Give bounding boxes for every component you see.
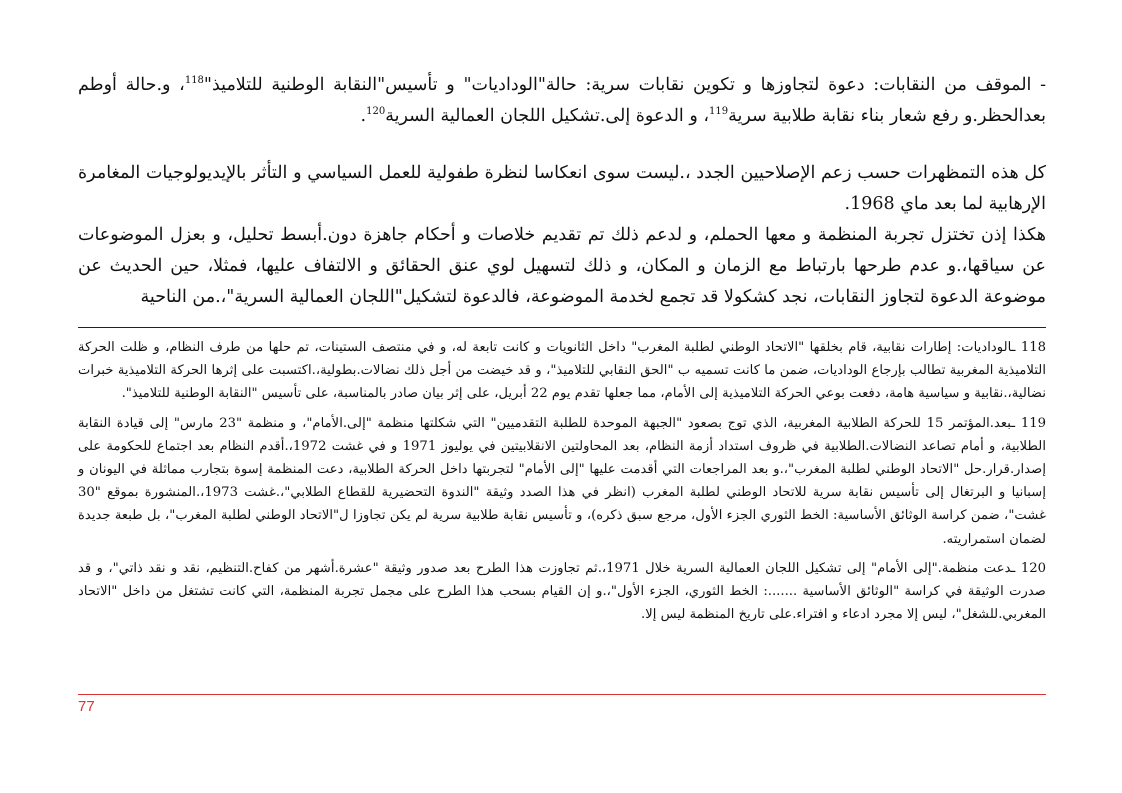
footnote-ref-119[interactable]: 119 bbox=[709, 106, 729, 118]
paragraph-1-text-a: - الموقف من النقابات: دعوة لتجاوزها و تكوين نقابات سرية: حالة"الوداديات" و تأسيس"النقابة الوطنية للتلاميذ" bbox=[203, 75, 1047, 95]
paragraph-spacer bbox=[78, 132, 1046, 158]
footnote-118: 118 ـالوداديات: إطارات نقابية، قام بخلقها "الاتحاد الوطني لطلبة المغرب" داخل الثانويات و كانت تابعة له، و في منتصف الستينات، تم حلها من طرف النظام، و ظلت الحركة التلاميذية المغربية تطالب بإرجاع الوداديات، ضمن ما كانت تسميه ب "الحق النقابي للتلاميذ"، و قد خيضت من أجل ذلك نضالات.بطولية،.اكتسبت على إثرها الحركة التلاميذية خبرات نضالية،.نقابية و سياسية هامة، دفعت بوعي الحركة التلاميذية إلى الأمام، مما جعلها تقدم يوم 22 أبريل، على إثر بيان صادر بالمناسبة، على تأسيس "النقابة الوطنية للتلاميذ". bbox=[78, 340, 1046, 402]
paragraph-1-text-d: . bbox=[360, 106, 367, 126]
document-page bbox=[78, 70, 1046, 730]
footnote-separator bbox=[78, 327, 1046, 328]
paragraph-unions-position bbox=[78, 70, 1046, 132]
footnote-119: 119 ـبعد.المؤتمر 15 للحركة الطلابية المغربية، الذي توج بصعود "الجبهة الموحدة للطلبة التقدميين" التي شكلتها منظمة "إلى.الأمام"، و منظمة "23 مارس" إلى قيادة النقابة الطلابية، و أمام تصاعد النضالات.الطلابية في ظروف استداد أزمة النظام، بعد المحاولتين الانقلابيتين في يوليوز 1971 و في غشت 1972،.أقدم النظام بعد اجتماع للحكومة على إصدار.قرار.حل "الاتحاد الوطني لطلبة المغرب"،.و بعد المراجعات التي أقدمت عليها "إلى الأمام" لتجربتها داخل الحركة الطلابية، دعت المنظمة إسوة بتجارب مماثلة في اليونان و إسبانيا و البرتغال إلى تأسيس نقابة سرية للاتحاد الوطني لطلبة المغرب (انظر في هذا الصدد وثيقة "الندوة التحضيرية للقطاع الطلابي"،.غشت 1973،.المنشورة بموقع "30 غشت"، ضمن كراسة الوثائق الأساسية: الخط الثوري الجزء الأول، مرجع سبق ذكره)، و تأسيس نقابة طلابية سرية لم يكن تجاوزا ل"الاتحاد الوطني لطلبة المغرب"، بل طبعة جديدة لضمان استمراريته. bbox=[78, 415, 1047, 547]
page-footer bbox=[78, 694, 1046, 715]
page-number: 77 bbox=[78, 698, 95, 715]
footnote-ref-120[interactable]: 120 bbox=[366, 106, 386, 118]
footnote-120: 120 ـدعت منظمة."إلى الأمام" إلى تشكيل اللجان العمالية السرية خلال 1971،.ثم تجاوزت هذا الطرح بعد صدور وثيقة "عشرة.أشهر من كفاح.التنظيم، نقد و نقد ذاتي"، و قد صدرت الوثيقة في كراسة "الوثائق الأساسية .......: الخط الثوري، الجزء الأول"،.و إن القيام بسحب هذا الطرح على مجمل تجربة المنظمة، التي كانت تشتغل من داخل "الاتحاد المغربي.للشغل"، ليس إلا مجرد ادعاء و افتراء.على تاريخ المنظمة ليس إلا. bbox=[78, 560, 1046, 623]
paragraph-reduction: هكذا إذن تختزل تجربة المنظمة و معها الحملم، و لدعم ذلك تم تقديم خلاصات و أحكام جاهزة دون.أبسط تحليل، و بعزل الموضوعات عن سياقها،.و عدم طرحها بارتباط مع الزمان و المكان، و ذلك لتسهيل لوي عنق الحقائق و الالتفاف عليها، فمثلا، حين الحديث عن موضوعة الدعوة لتجاوز النقابات، نجد كشكولا قد تجمع لخدمة الموضوعة، فالدعوة لتشكيل"اللجان العمالية السرية"،.من الناحية bbox=[78, 225, 1046, 307]
footer-line bbox=[78, 694, 1046, 695]
paragraph-1-text-c: ، و الدعوة إلى.تشكيل اللجان العمالية السرية bbox=[385, 106, 709, 126]
footnote-ref-118[interactable]: 118 bbox=[184, 75, 204, 87]
paragraph-manifestations: كل هذه التمظهرات حسب زعم الإصلاحيين الجدد ،.ليست سوى انعكاسا لنظرة طفولية للعمل السياسي و التأثر بالإيديولوجيات المغامرة الإرهابية لما بعد ماي 1968. bbox=[78, 163, 1046, 214]
paragraph-1-text-b: ، و.حالة أوطم بعدالحظر.و رفع شعار بناء نقابة طلابية سرية bbox=[78, 75, 1046, 126]
